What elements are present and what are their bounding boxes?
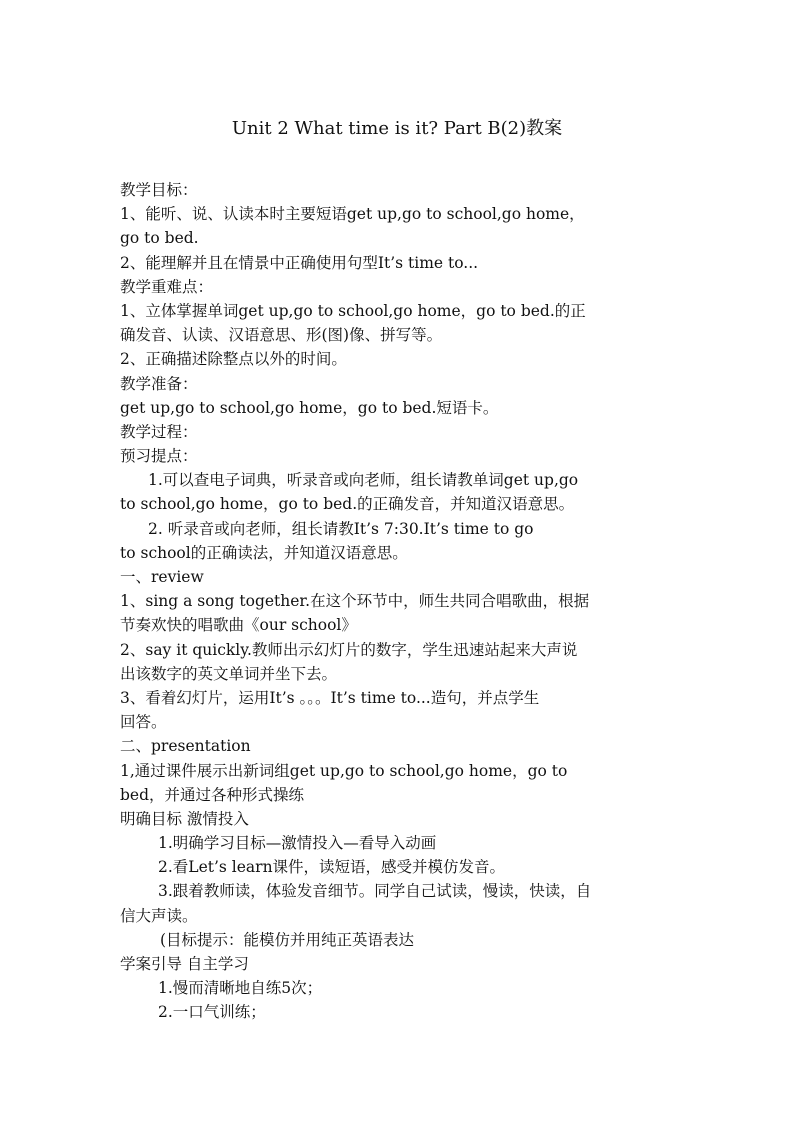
section-heading-process: 教学过程： (120, 422, 198, 441)
section-heading-key-points: 教学重难点： (120, 277, 214, 296)
body-line: to school的正确读法，并知道汉语意思。 (120, 543, 408, 562)
body-line: 1、sing a song together.在这个环节中，师生共同合唱歌曲，根据 (120, 592, 590, 611)
body-line: 回答。 (120, 713, 167, 732)
section-heading-presentation: 二、presentation (120, 737, 251, 756)
body-line: to school,go home，go to bed.的正确发音，并知道汉语意思。 (120, 495, 575, 514)
body-line: 节奏欢快的唱歌曲《our school》 (120, 616, 357, 635)
body-line: 1、立体掌握单词get up,go to school,go home，go to bed.的正 (120, 301, 586, 320)
body-line: 出该数字的英文单词并坐下去。 (120, 664, 338, 683)
body-line: 确发音、认读、汉语意思、形(图)像、拼写等。 (120, 326, 443, 345)
body-line: 2. 听录音或向老师，组长请教It’s 7:30.It’s time to go (148, 519, 534, 538)
section-heading-review: 一、review (120, 568, 204, 586)
body-line: 1.明确学习目标—激情投入—看导入动画 (158, 834, 437, 853)
body-line: get up,go to school,go home，go to bed.短语卡。 (120, 398, 499, 417)
body-line: 1.慢而清晰地自练5次； (158, 979, 323, 998)
subheading-guided-study: 学案引导 自主学习 (120, 955, 249, 973)
body-line: 3.跟着教师读，体验发音细节。同学自己试读，慢读，快读，自 (158, 882, 592, 901)
section-heading-preparation: 教学准备： (120, 374, 198, 393)
body-line: 3、看着幻灯片，运用It’s 。。。It’s time to...造句，并点学生 (120, 688, 540, 707)
body-line: 2、能理解并且在情景中正确使用句型It’s time to... (120, 253, 479, 272)
body-line: 2.一口气训练； (158, 1003, 266, 1022)
body-line: 1.可以查电子词典，听录音或向老师，组长请教单词get up,go (148, 471, 579, 490)
body-line: bed，并通过各种形式操练 (120, 785, 305, 804)
section-heading-objectives: 教学目标： (120, 181, 198, 199)
body-line: 2、正确描述除整点以外的时间。 (120, 350, 347, 369)
body-line: 2.看Let’s learn课件，读短语，感受并模仿发音。 (158, 858, 506, 877)
body-line: 2、say it quickly.教师出示幻灯片的数字，学生迅速站起来大声说 (120, 640, 578, 659)
document-title: Unit 2 What time is it? Part B(2)教案 (231, 118, 563, 139)
document-body (120, 178, 676, 1025)
body-line: 信大声读。 (120, 906, 198, 925)
subheading-goals: 明确目标 激情投入 (120, 809, 249, 828)
body-line: go to bed. (120, 229, 199, 248)
section-heading-preview: 预习提点： (120, 447, 198, 466)
body-line: 1,通过课件展示出新词组get up,go to school,go home，go to (120, 761, 568, 780)
body-line: (目标提示：能模仿并用纯正英语表达 (160, 930, 415, 949)
body-line: 1、能听、说、认读本时主要短语get up,go to school,go home， (120, 205, 585, 224)
